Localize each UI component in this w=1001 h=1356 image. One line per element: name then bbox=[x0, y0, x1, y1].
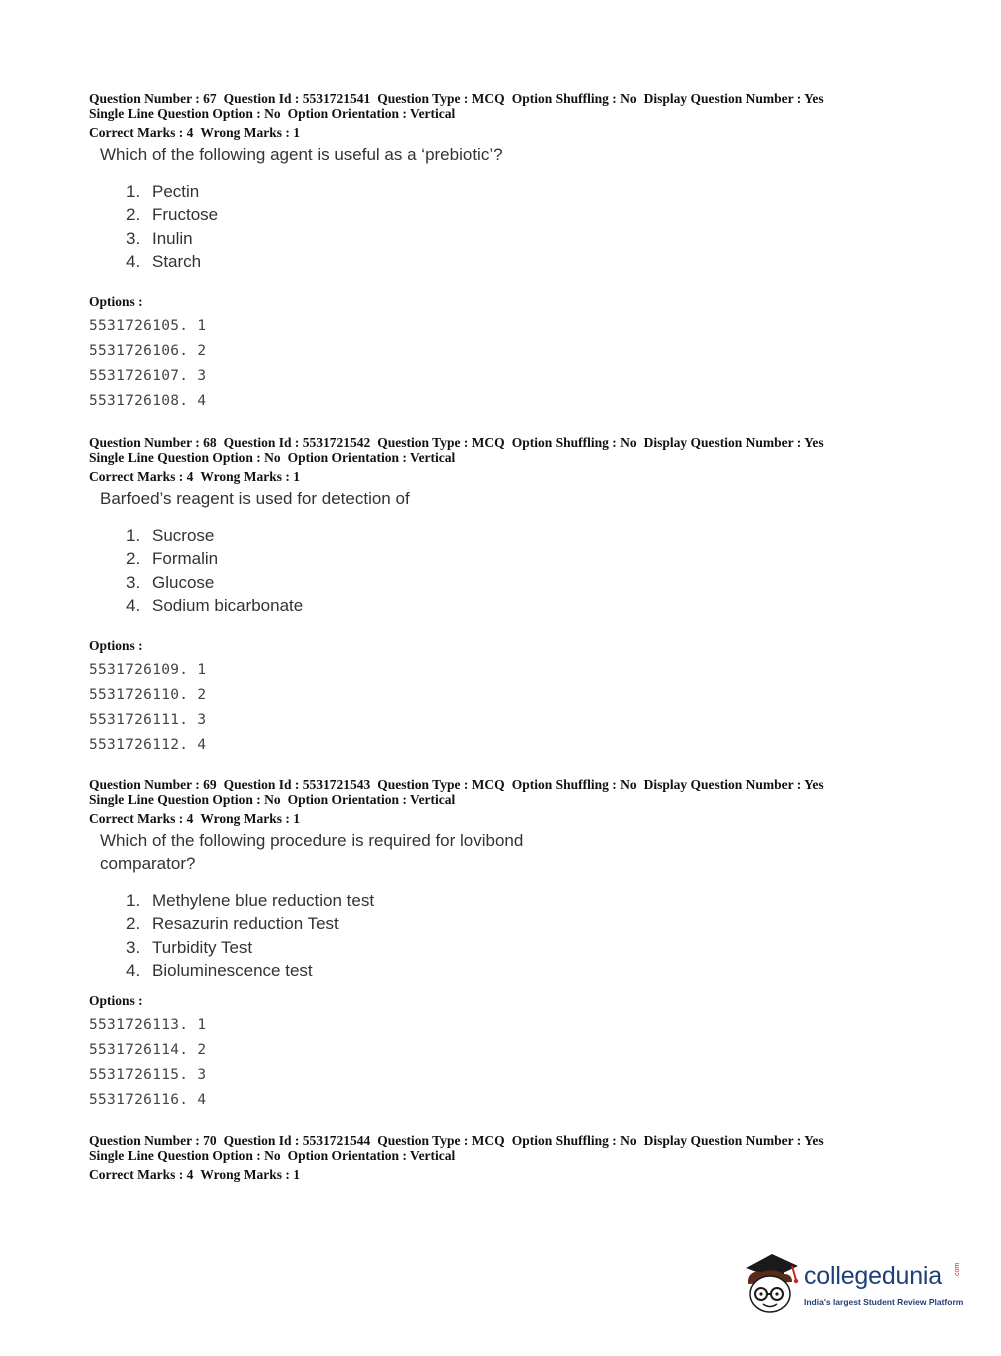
choice-label: Bioluminescence test bbox=[152, 961, 313, 980]
choice-item bbox=[126, 594, 909, 618]
question-meta-2 bbox=[89, 451, 909, 466]
marks-line bbox=[89, 126, 909, 141]
choice-item bbox=[126, 959, 909, 983]
display-question-number: Display Question Number : Yes bbox=[643, 1133, 824, 1148]
option-id: 5531726109. 1 bbox=[89, 661, 207, 678]
choice-number: 1. bbox=[126, 181, 141, 201]
choice-label: Pectin bbox=[152, 181, 200, 201]
choice-number: 3. bbox=[126, 937, 141, 957]
option-ids bbox=[89, 1013, 909, 1114]
answer-choices bbox=[126, 524, 909, 618]
question-meta bbox=[89, 92, 909, 107]
question-text: Which of the following agent is useful as a ‘prebiotic’? bbox=[100, 144, 503, 164]
collegedunia-logo[interactable] bbox=[740, 1250, 970, 1320]
choice-number: 1. bbox=[126, 525, 141, 545]
single-line-option: Single Line Question Option : No bbox=[89, 105, 281, 121]
question-id: Question Id : 5531721542 bbox=[223, 435, 371, 450]
choice-label: Methylene blue reduction test bbox=[152, 890, 375, 910]
question-meta bbox=[89, 778, 909, 793]
question-meta-2 bbox=[89, 1149, 909, 1164]
wrong-marks: Wrong Marks : 1 bbox=[200, 1167, 300, 1182]
display-question-number: Display Question Number : Yes bbox=[643, 91, 824, 106]
question-number: Question Number : 67 bbox=[89, 91, 217, 106]
choice-number: 1. bbox=[126, 890, 141, 910]
option-shuffling: Option Shuffling : No bbox=[511, 1133, 637, 1148]
display-question-number: Display Question Number : Yes bbox=[643, 777, 824, 792]
choice-number: 4. bbox=[126, 596, 141, 615]
choice-number: 2. bbox=[126, 914, 141, 933]
marks-line bbox=[89, 1168, 909, 1183]
choice-number: 2. bbox=[126, 205, 141, 224]
option-id: 5531726108. 4 bbox=[89, 393, 207, 410]
logo-dotcom: .com bbox=[954, 1262, 961, 1278]
logo-tagline: India's largest Student Review Platform bbox=[804, 1297, 964, 1307]
choice-label: Turbidity Test bbox=[152, 937, 253, 957]
question-number: Question Number : 70 bbox=[89, 1133, 217, 1148]
options-label: Options : bbox=[89, 293, 143, 309]
choice-number: 2. bbox=[126, 549, 141, 568]
choice-item bbox=[126, 912, 909, 936]
correct-marks: Correct Marks : 4 bbox=[89, 125, 194, 140]
choice-number: 3. bbox=[126, 228, 141, 248]
option-id: 5531726116. 4 bbox=[89, 1092, 207, 1109]
logo-wordmark: collegedunia bbox=[804, 1262, 942, 1290]
choice-label: Resazurin reduction Test bbox=[152, 914, 339, 933]
option-orientation: Option Orientation : Vertical bbox=[287, 1147, 456, 1163]
option-shuffling: Option Shuffling : No bbox=[511, 91, 637, 106]
question-69 bbox=[89, 778, 909, 1114]
question-67 bbox=[89, 92, 909, 415]
question-text-line: comparator? bbox=[100, 853, 196, 873]
choice-label: Starch bbox=[152, 252, 202, 271]
choice-label: Sodium bicarbonate bbox=[152, 596, 304, 615]
question-type: Question Type : MCQ bbox=[377, 1133, 505, 1148]
question-68 bbox=[89, 436, 909, 759]
choice-label: Inulin bbox=[152, 228, 193, 248]
answer-choices bbox=[126, 889, 909, 983]
marks-line bbox=[89, 812, 909, 827]
wrong-marks: Wrong Marks : 1 bbox=[200, 469, 300, 484]
option-ids bbox=[89, 314, 909, 415]
choice-label: Glucose bbox=[152, 572, 215, 592]
choice-item bbox=[126, 524, 909, 548]
question-number: Question Number : 68 bbox=[89, 435, 217, 450]
choice-label: Fructose bbox=[152, 205, 219, 224]
option-id: 5531726110. 2 bbox=[89, 686, 207, 703]
question-text bbox=[100, 829, 909, 875]
choice-item bbox=[126, 227, 909, 251]
question-meta-2 bbox=[89, 793, 909, 808]
option-id: 5531726115. 3 bbox=[89, 1067, 207, 1084]
choice-item bbox=[126, 571, 909, 595]
question-type: Question Type : MCQ bbox=[377, 777, 505, 792]
question-id: Question Id : 5531721544 bbox=[223, 1133, 371, 1148]
choice-item bbox=[126, 889, 909, 913]
option-id: 5531726114. 2 bbox=[89, 1041, 207, 1058]
choice-item bbox=[126, 250, 909, 274]
question-type: Question Type : MCQ bbox=[377, 435, 505, 450]
question-meta-2 bbox=[89, 107, 909, 122]
choice-item bbox=[126, 547, 909, 571]
question-meta bbox=[89, 436, 909, 451]
option-id: 5531726107. 3 bbox=[89, 368, 207, 385]
option-orientation: Option Orientation : Vertical bbox=[287, 449, 456, 465]
question-text-line: Which of the following procedure is required for lovibond bbox=[100, 830, 524, 850]
option-ids bbox=[89, 658, 909, 759]
display-question-number: Display Question Number : Yes bbox=[643, 435, 824, 450]
single-line-option: Single Line Question Option : No bbox=[89, 449, 281, 465]
option-id: 5531726112. 4 bbox=[89, 737, 207, 754]
option-orientation: Option Orientation : Vertical bbox=[287, 791, 456, 807]
marks-line bbox=[89, 470, 909, 485]
single-line-option: Single Line Question Option : No bbox=[89, 791, 281, 807]
option-id: 5531726105. 1 bbox=[89, 317, 207, 334]
options-label: Options : bbox=[89, 992, 143, 1008]
mascot-icon bbox=[740, 1250, 804, 1320]
options-label: Options : bbox=[89, 637, 143, 653]
option-id: 5531726106. 2 bbox=[89, 342, 207, 359]
choice-number: 3. bbox=[126, 572, 141, 592]
option-shuffling: Option Shuffling : No bbox=[511, 435, 637, 450]
wrong-marks: Wrong Marks : 1 bbox=[200, 125, 300, 140]
answer-choices bbox=[126, 180, 909, 274]
choice-item bbox=[126, 180, 909, 204]
choice-item bbox=[126, 936, 909, 960]
choice-number: 4. bbox=[126, 961, 141, 980]
question-text: Barfoed’s reagent is used for detection of bbox=[100, 488, 410, 508]
choice-label: Sucrose bbox=[152, 525, 215, 545]
question-meta bbox=[89, 1134, 909, 1149]
choice-label: Formalin bbox=[152, 549, 219, 568]
correct-marks: Correct Marks : 4 bbox=[89, 1167, 194, 1182]
option-orientation: Option Orientation : Vertical bbox=[287, 105, 456, 121]
choice-item bbox=[126, 203, 909, 227]
option-id: 5531726113. 1 bbox=[89, 1016, 207, 1033]
correct-marks: Correct Marks : 4 bbox=[89, 469, 194, 484]
question-number: Question Number : 69 bbox=[89, 777, 217, 792]
question-70 bbox=[89, 1134, 909, 1183]
question-id: Question Id : 5531721541 bbox=[223, 91, 371, 106]
option-id: 5531726111. 3 bbox=[89, 712, 207, 729]
single-line-option: Single Line Question Option : No bbox=[89, 1147, 281, 1163]
choice-number: 4. bbox=[126, 252, 141, 271]
option-shuffling: Option Shuffling : No bbox=[511, 777, 637, 792]
wrong-marks: Wrong Marks : 1 bbox=[200, 811, 300, 826]
question-id: Question Id : 5531721543 bbox=[223, 777, 371, 792]
question-type: Question Type : MCQ bbox=[377, 91, 505, 106]
correct-marks: Correct Marks : 4 bbox=[89, 811, 194, 826]
